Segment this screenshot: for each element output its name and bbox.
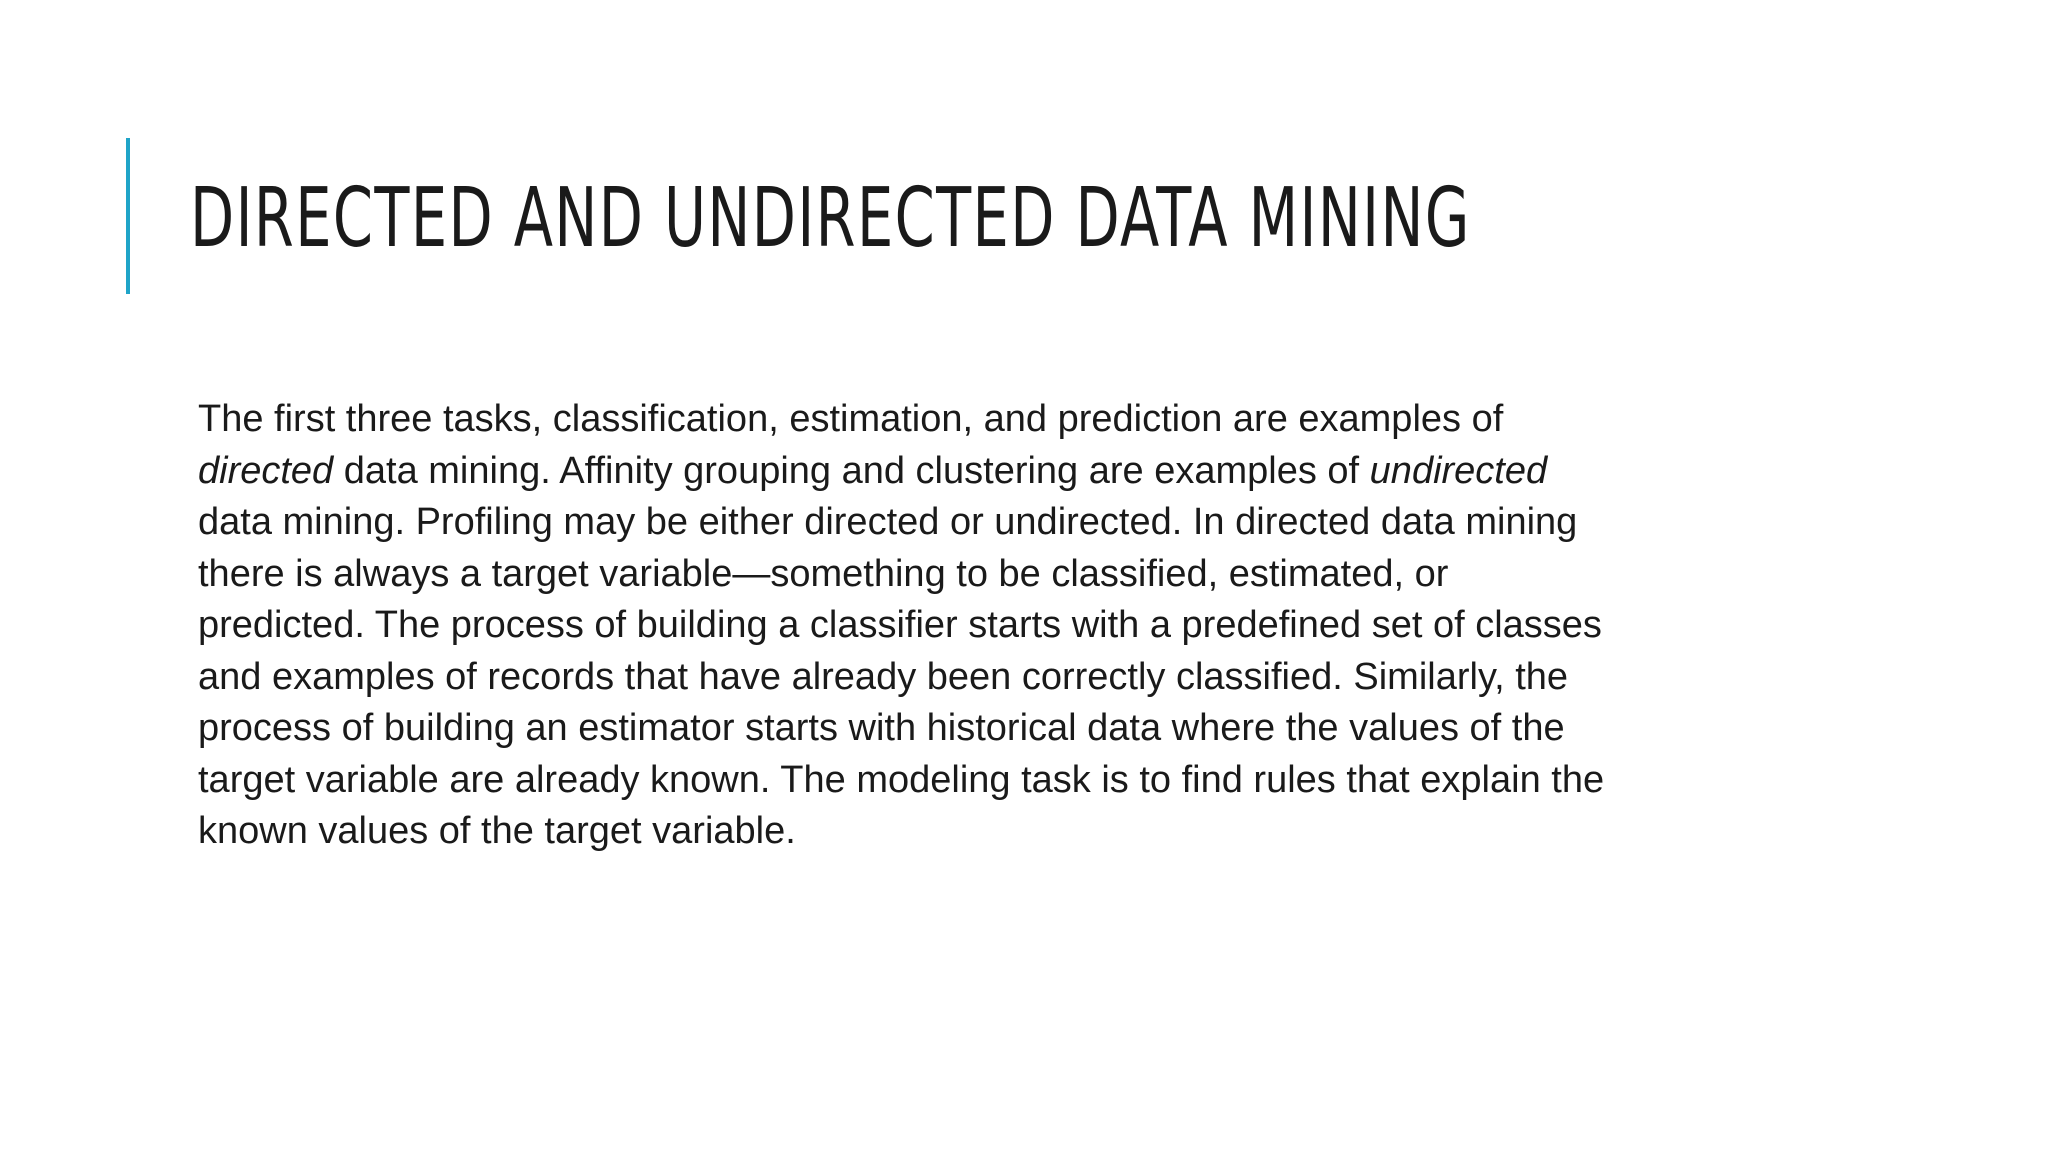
emphasized-term-directed: directed	[198, 449, 334, 492]
body-line-text: process of building an estimator starts with historical data where the values of the	[198, 707, 1565, 749]
body-line-1	[198, 394, 1838, 446]
slide-title: DIRECTED AND UNDIRECTED DATA MINING	[190, 171, 1471, 266]
body-line-text: there is always a target variable—something to be classified, estimated, or	[198, 552, 1449, 595]
body-line-text: predicted. The process of building a classifier starts with a predefined set of classes	[198, 604, 1602, 646]
body-line-text: The first three tasks, classification, estimation, and prediction are examples of	[198, 398, 1504, 440]
body-line-text: target variable are already known. The modeling task is to find rules that explain the	[198, 758, 1605, 801]
body-line-3	[198, 497, 1838, 549]
body-line-text: known values of the target variable.	[198, 810, 796, 852]
title-accent-bar	[126, 138, 130, 294]
body-line-7	[198, 703, 1838, 755]
body-line-8	[198, 755, 1838, 807]
body-line-5	[198, 600, 1838, 652]
body-line-text: and examples of records that have already been correctly classified. Similarly, the	[198, 655, 1569, 698]
body-line-9	[198, 806, 1838, 858]
body-line-text: data mining. Profiling may be either directed or undirected. In directed data mining	[198, 501, 1578, 543]
body-paragraph	[198, 394, 1838, 858]
body-line-2	[198, 446, 1838, 498]
emphasized-term-undirected: undirected	[1369, 449, 1548, 492]
body-line-6	[198, 652, 1838, 704]
body-line-4	[198, 549, 1838, 601]
body-line-text: data mining. Affinity grouping and clustering are examples of	[333, 449, 1370, 492]
